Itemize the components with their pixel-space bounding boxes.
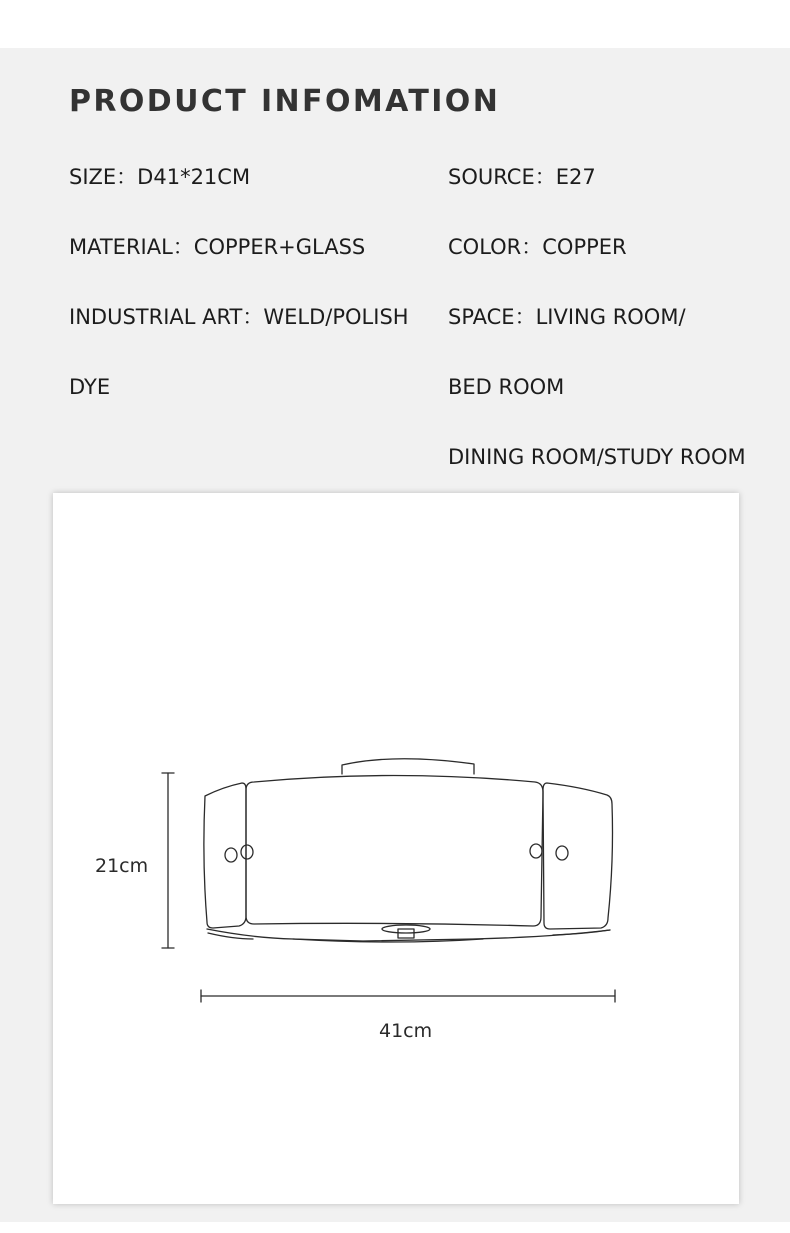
rivet bbox=[530, 844, 542, 858]
dimension-drawing-card bbox=[53, 493, 739, 1204]
spec-source: SOURCE：E27 bbox=[448, 165, 596, 189]
bottom-trim bbox=[207, 929, 610, 941]
height-dimension-label: 21cm bbox=[95, 855, 149, 877]
spec-size: SIZE：D41*21CM bbox=[69, 165, 251, 189]
spec-industrial-art-continued: DYE bbox=[69, 375, 111, 399]
right-glass-panel bbox=[543, 783, 613, 929]
spec-space: SPACE：LIVING ROOM/ bbox=[448, 305, 686, 329]
page-title: PRODUCT INFOMATION bbox=[69, 84, 501, 119]
center-glass-panel bbox=[246, 776, 543, 927]
spec-color: COLOR：COPPER bbox=[448, 235, 627, 259]
spec-space-continued-1: BED ROOM bbox=[448, 375, 565, 399]
ceiling-cap bbox=[342, 759, 474, 774]
spec-material: MATERIAL：COPPER+GLASS bbox=[69, 235, 366, 259]
rivet bbox=[225, 848, 237, 862]
spec-space-continued-2: DINING ROOM/STUDY ROOM bbox=[448, 445, 746, 469]
rivet bbox=[556, 846, 568, 860]
width-dimension-label: 41cm bbox=[379, 1020, 433, 1042]
lamp-line-drawing bbox=[53, 493, 739, 1204]
spec-industrial-art: INDUSTRIAL ART：WELD/POLISH bbox=[69, 305, 409, 329]
rivet bbox=[241, 845, 253, 859]
